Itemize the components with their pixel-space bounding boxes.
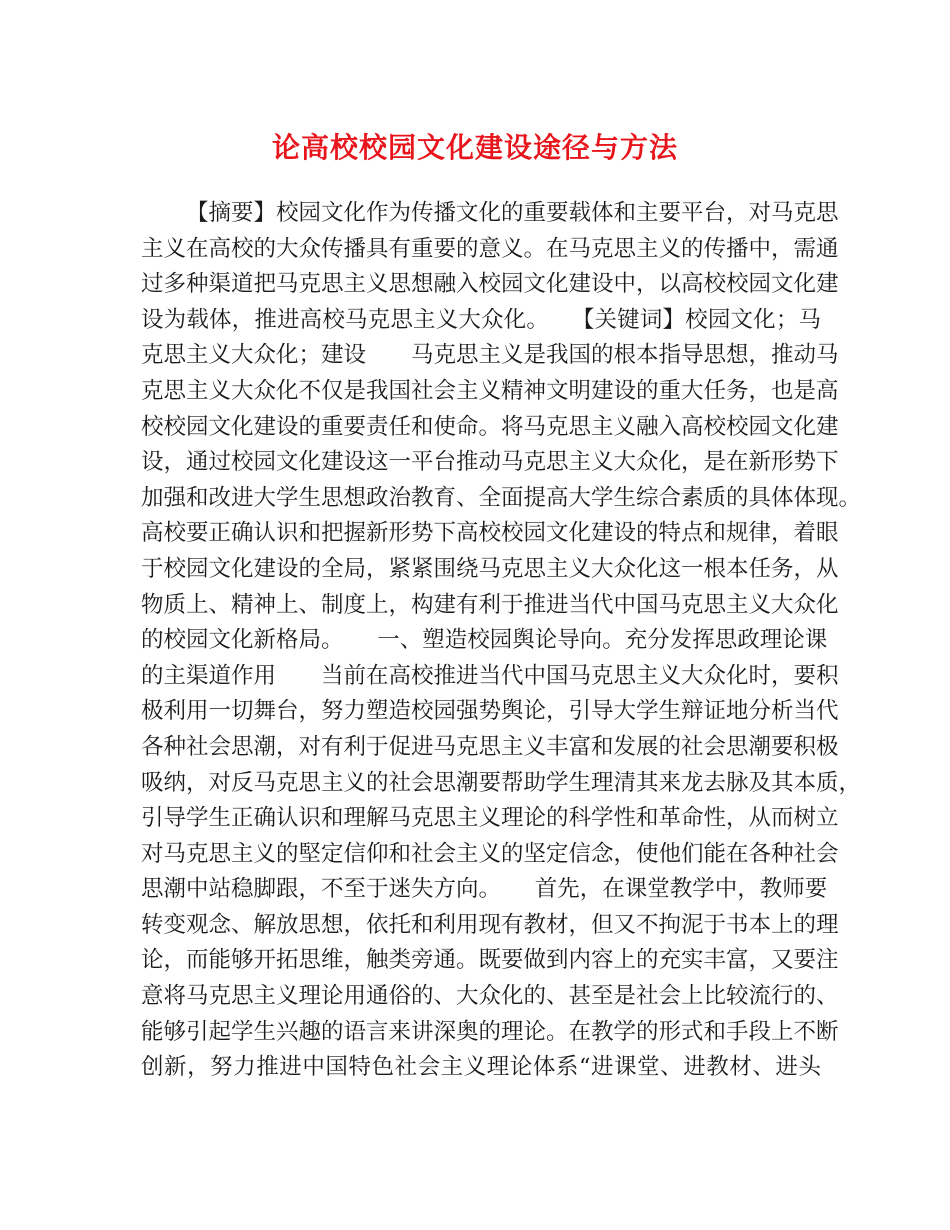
body-line: 的校园文化新格局。 一、塑造校园舆论导向。充分发挥思政理论课: [141, 627, 828, 654]
body-line: 能够引起学生兴趣的语言来讲深奥的理论。在教学的形式和手段上不断: [141, 1018, 839, 1045]
document-body: [141, 196, 862, 1086]
body-line: 意将马克思主义理论用通俗的、大众化的、甚至是社会上比较流行的、: [141, 983, 839, 1010]
body-line: 主义在高校的大众传播具有重要的意义。在马克思主义的传播中，需通: [141, 235, 839, 262]
body-line: 设，通过校园文化建设这一平台推动马克思主义大众化，是在新形势下: [141, 449, 839, 476]
body-line: 转变观念、解放思想，依托和利用现有教材，但又不拘泥于书本上的理: [141, 911, 839, 938]
body-line: 于校园文化建设的全局，紧紧围绕马克思主义大众化这一根本任务，从: [141, 555, 839, 582]
body-line: 物质上、精神上、制度上，构建有利于推进当代中国马克思主义大众化: [141, 591, 839, 618]
body-line: 【摘要】校园文化作为传播文化的重要载体和主要平台，对马克思: [186, 200, 839, 226]
body-line: 克思主义大众化不仅是我国社会主义精神文明建设的重大任务，也是高: [141, 377, 839, 404]
body-line: 创新，努力推进中国特色社会主义理论体系“进课堂、进教材、进头: [141, 1054, 821, 1081]
body-line: 引导学生正确认识和理解马克思主义理论的科学性和革命性，从而树立: [141, 805, 839, 832]
body-line: 思潮中站稳脚跟，不至于迷失方向。 首先，在课堂教学中，教师要: [141, 876, 828, 903]
body-line: 克思主义大众化；建设 马克思主义是我国的根本指导思想，推动马: [141, 342, 839, 369]
document-title: 论高校校园文化建设途径与方法: [271, 131, 678, 164]
body-line: 过多种渠道把马克思主义思想融入校园文化建设中，以高校校园文化建: [141, 271, 839, 298]
body-line: 论，而能够开拓思维，触类旁通。既要做到内容上的充实丰富，又要注: [141, 947, 839, 974]
body-line: 校校园文化建设的重要责任和使命。将马克思主义融入高校校园文化建: [141, 413, 839, 440]
body-line: 对马克思主义的堅定信仰和社会主义的坚定信念，使他们能在各种社会: [141, 840, 839, 867]
body-line: 加强和改进大学生思想政治教育、全面提高大学生综合素质的具体体现。: [141, 484, 862, 511]
body-line: 高校要正确认识和把握新形势下高校校园文化建设的特点和规律，着眼: [141, 520, 839, 547]
body-line: 极利用一切舞台，努力塑造校园强势舆论，引导大学生辩证地分析当代: [141, 698, 839, 725]
body-line: 的主渠道作用 当前在高校推进当代中国马克思主义大众化时，要积: [141, 662, 839, 689]
body-line: 各种社会思潮，对有利于促进马克思主义丰富和发展的社会思潮要积极: [141, 733, 839, 760]
body-line: 吸纳，对反马克思主义的社会思潮要帮助学生理清其来龙去脉及其本质，: [141, 769, 862, 796]
body-line: 设为载体，推进高校马克思主义大众化。 【关键词】校园文化；马: [141, 306, 821, 333]
